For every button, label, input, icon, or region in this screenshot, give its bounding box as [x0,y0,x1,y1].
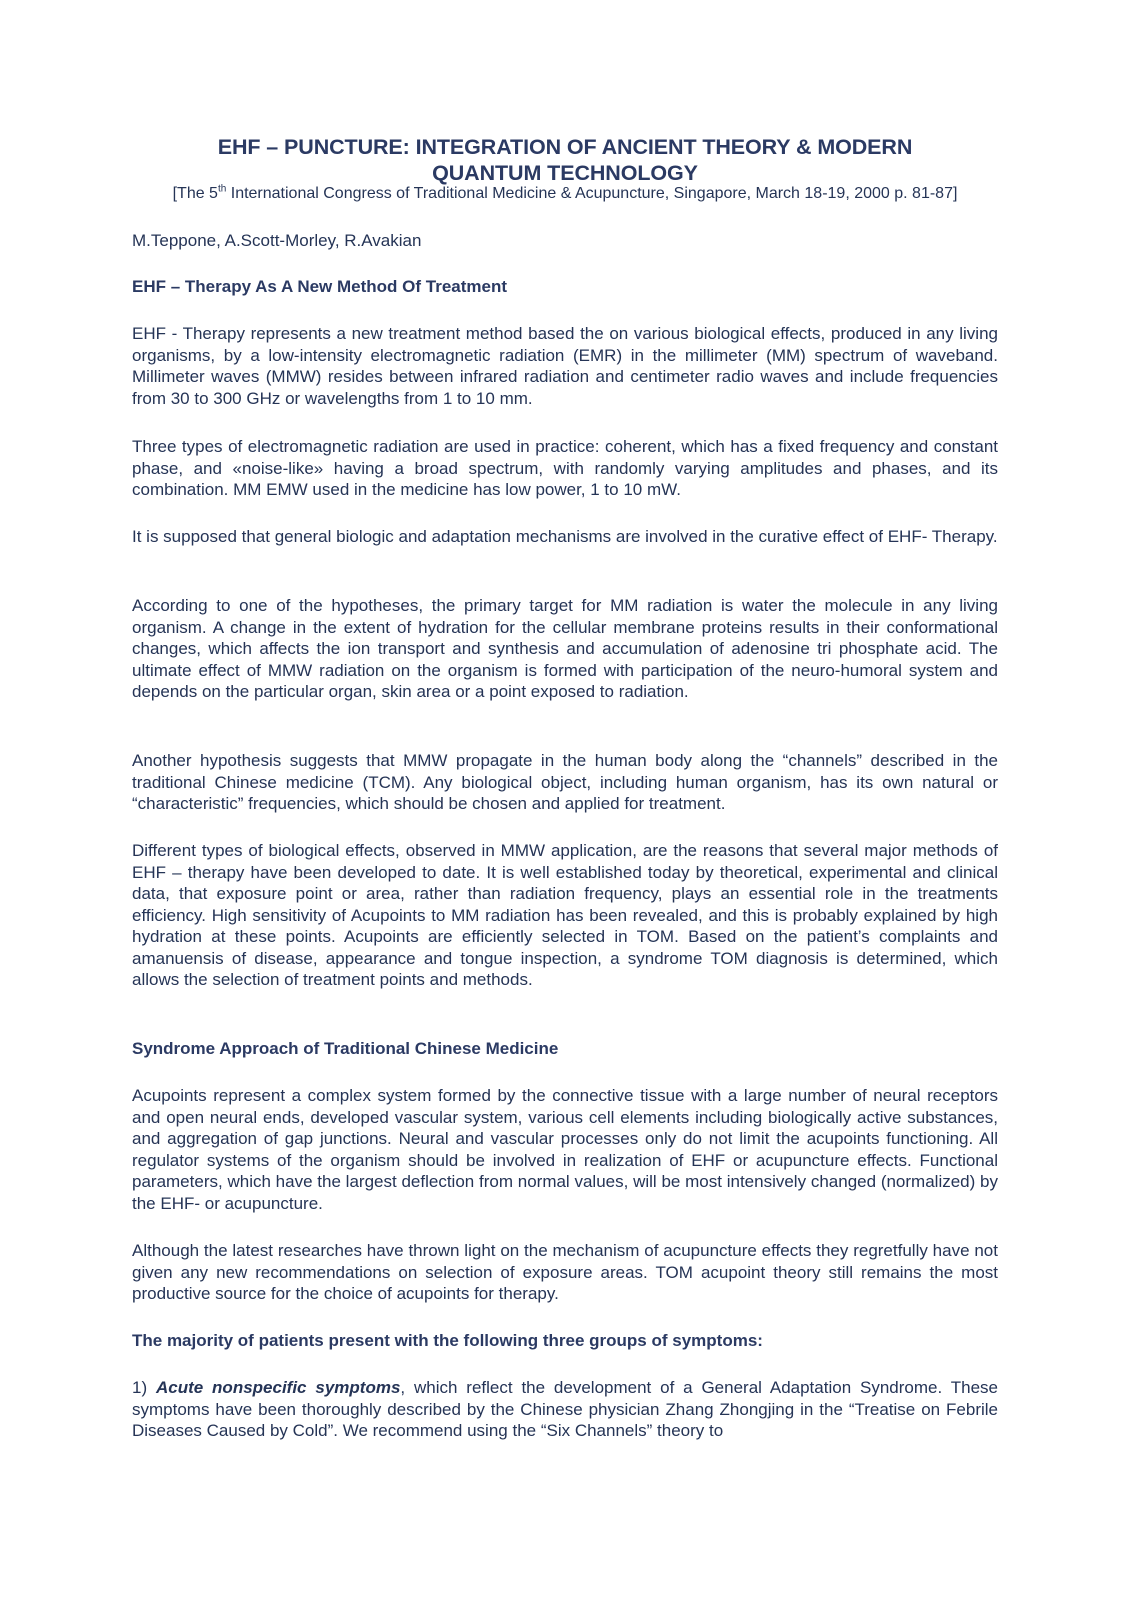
paragraph: EHF - Therapy represents a new treatment method based the on various biological effects, produced in any living organisms, by a low-intensity electromagnetic radiation (EMR) in the millimeter (MM) spectrum of waveband. Millimeter waves (MMW) resides between infrared radiation and centimeter radio waves and include frequencies from 30 to 300 GHz or wavelengths from 1 to 10 mm. [132,324,998,408]
document-title-line-1: EHF – PUNCTURE: INTEGRATION OF ANCIENT THEORY & MODERN [217,135,913,159]
list-item-acute-symptoms [132,1377,998,1442]
section-heading-ehf-therapy: EHF – Therapy As A New Method Of Treatment [132,277,508,296]
list-item-text: , which reflect the development of a General Adaptation Syndrome. These symptoms have been thoroughly described by the Chinese physician Zhang Zhongjing in the “Treatise on Febrile Diseases Caused by Cold”. We recommend using the “Six Channels” theory to [132,1378,998,1440]
paragraph: Three types of electromagnetic radiation are used in practice: coherent, which has a fixed frequency and constant phase, and «noise-like» having a broad spectrum, with randomly varying amplitudes and phases, and its combination. MM EMW used in the medicine has low power, 1 to 10 mW. [132,437,998,499]
paragraph: Different types of biological effects, observed in MMW application, are the reasons that several major methods of EHF – therapy have been developed to date. It is well established today by theoretical, experimental and clinical data, that exposure point or area, rather than radiation frequency, plays an essential role in the treatments efficiency. High sensitivity of Acupoints to MM radiation has been revealed, and this is probably explained by high hydration at these points. Acupoints are efficiently selected in TOM. Based on the patient’s complaints and amanuensis of disease, appearance and tongue inspection, a syndrome TOM diagnosis is determined, which allows the selection of treatment points and methods. [132,841,998,989]
list-item-number: 1) [132,1378,156,1397]
paragraph: Acupoints represent a complex system formed by the connective tissue with a large number of neural receptors and open neural ends, developed vascular system, various cell elements including biologically active substances, and aggregation of gap junctions. Neural and vascular processes only do not limit the acupoints functioning. All regulator systems of the organism should be involved in realization of EHF or acupuncture effects. Functional parameters, which have the largest deflection from normal values, will be most intensively changed (normalized) by the EHF- or acupuncture. [132,1086,998,1213]
document-title-line-2: QUANTUM TECHNOLOGY [432,161,698,185]
paragraph: It is supposed that general biologic and adaptation mechanisms are involved in the curative effect of EHF- Therapy. [132,527,998,546]
authors: M.Teppone, A.Scott-Morley, R.Avakian [132,231,422,250]
list-item-lead: Acute nonspecific symptoms [155,1378,401,1397]
section-heading-symptom-groups: The majority of patients present with the following three groups of symptoms: [132,1331,763,1350]
citation-superscript: th [217,183,227,195]
citation [132,184,998,204]
citation-suffix: International Congress of Traditional Medicine & Acupuncture, Singapore, March 18-19, 2000 p. 81-87] [226,185,958,202]
citation-prefix: [The 5 [172,185,218,202]
section-heading-syndrome-approach: Syndrome Approach of Traditional Chinese Medicine [132,1039,559,1058]
paragraph: Although the latest researches have thrown light on the mechanism of acupuncture effects they regretfully have not given any new recommendations on selection of exposure areas. TOM acupoint theory still remains the most productive source for the choice of acupoints for therapy. [132,1241,998,1303]
paragraph: According to one of the hypotheses, the primary target for MM radiation is water the molecule in any living organism. A change in the extent of hydration for the cellular membrane proteins results in their conformational changes, which affects the ion transport and synthesis and accumulation of adenosine tri phosphate acid. The ultimate effect of MMW radiation on the organism is formed with participation of the neuro-humoral system and depends on the particular organ, skin area or a point exposed to radiation. [132,596,998,701]
paragraph: Another hypothesis suggests that MMW propagate in the human body along the “channels” described in the traditional Chinese medicine (TCM). Any biological object, including human organism, has its own natural or “characteristic” frequencies, which should be chosen and applied for treatment. [132,751,998,813]
